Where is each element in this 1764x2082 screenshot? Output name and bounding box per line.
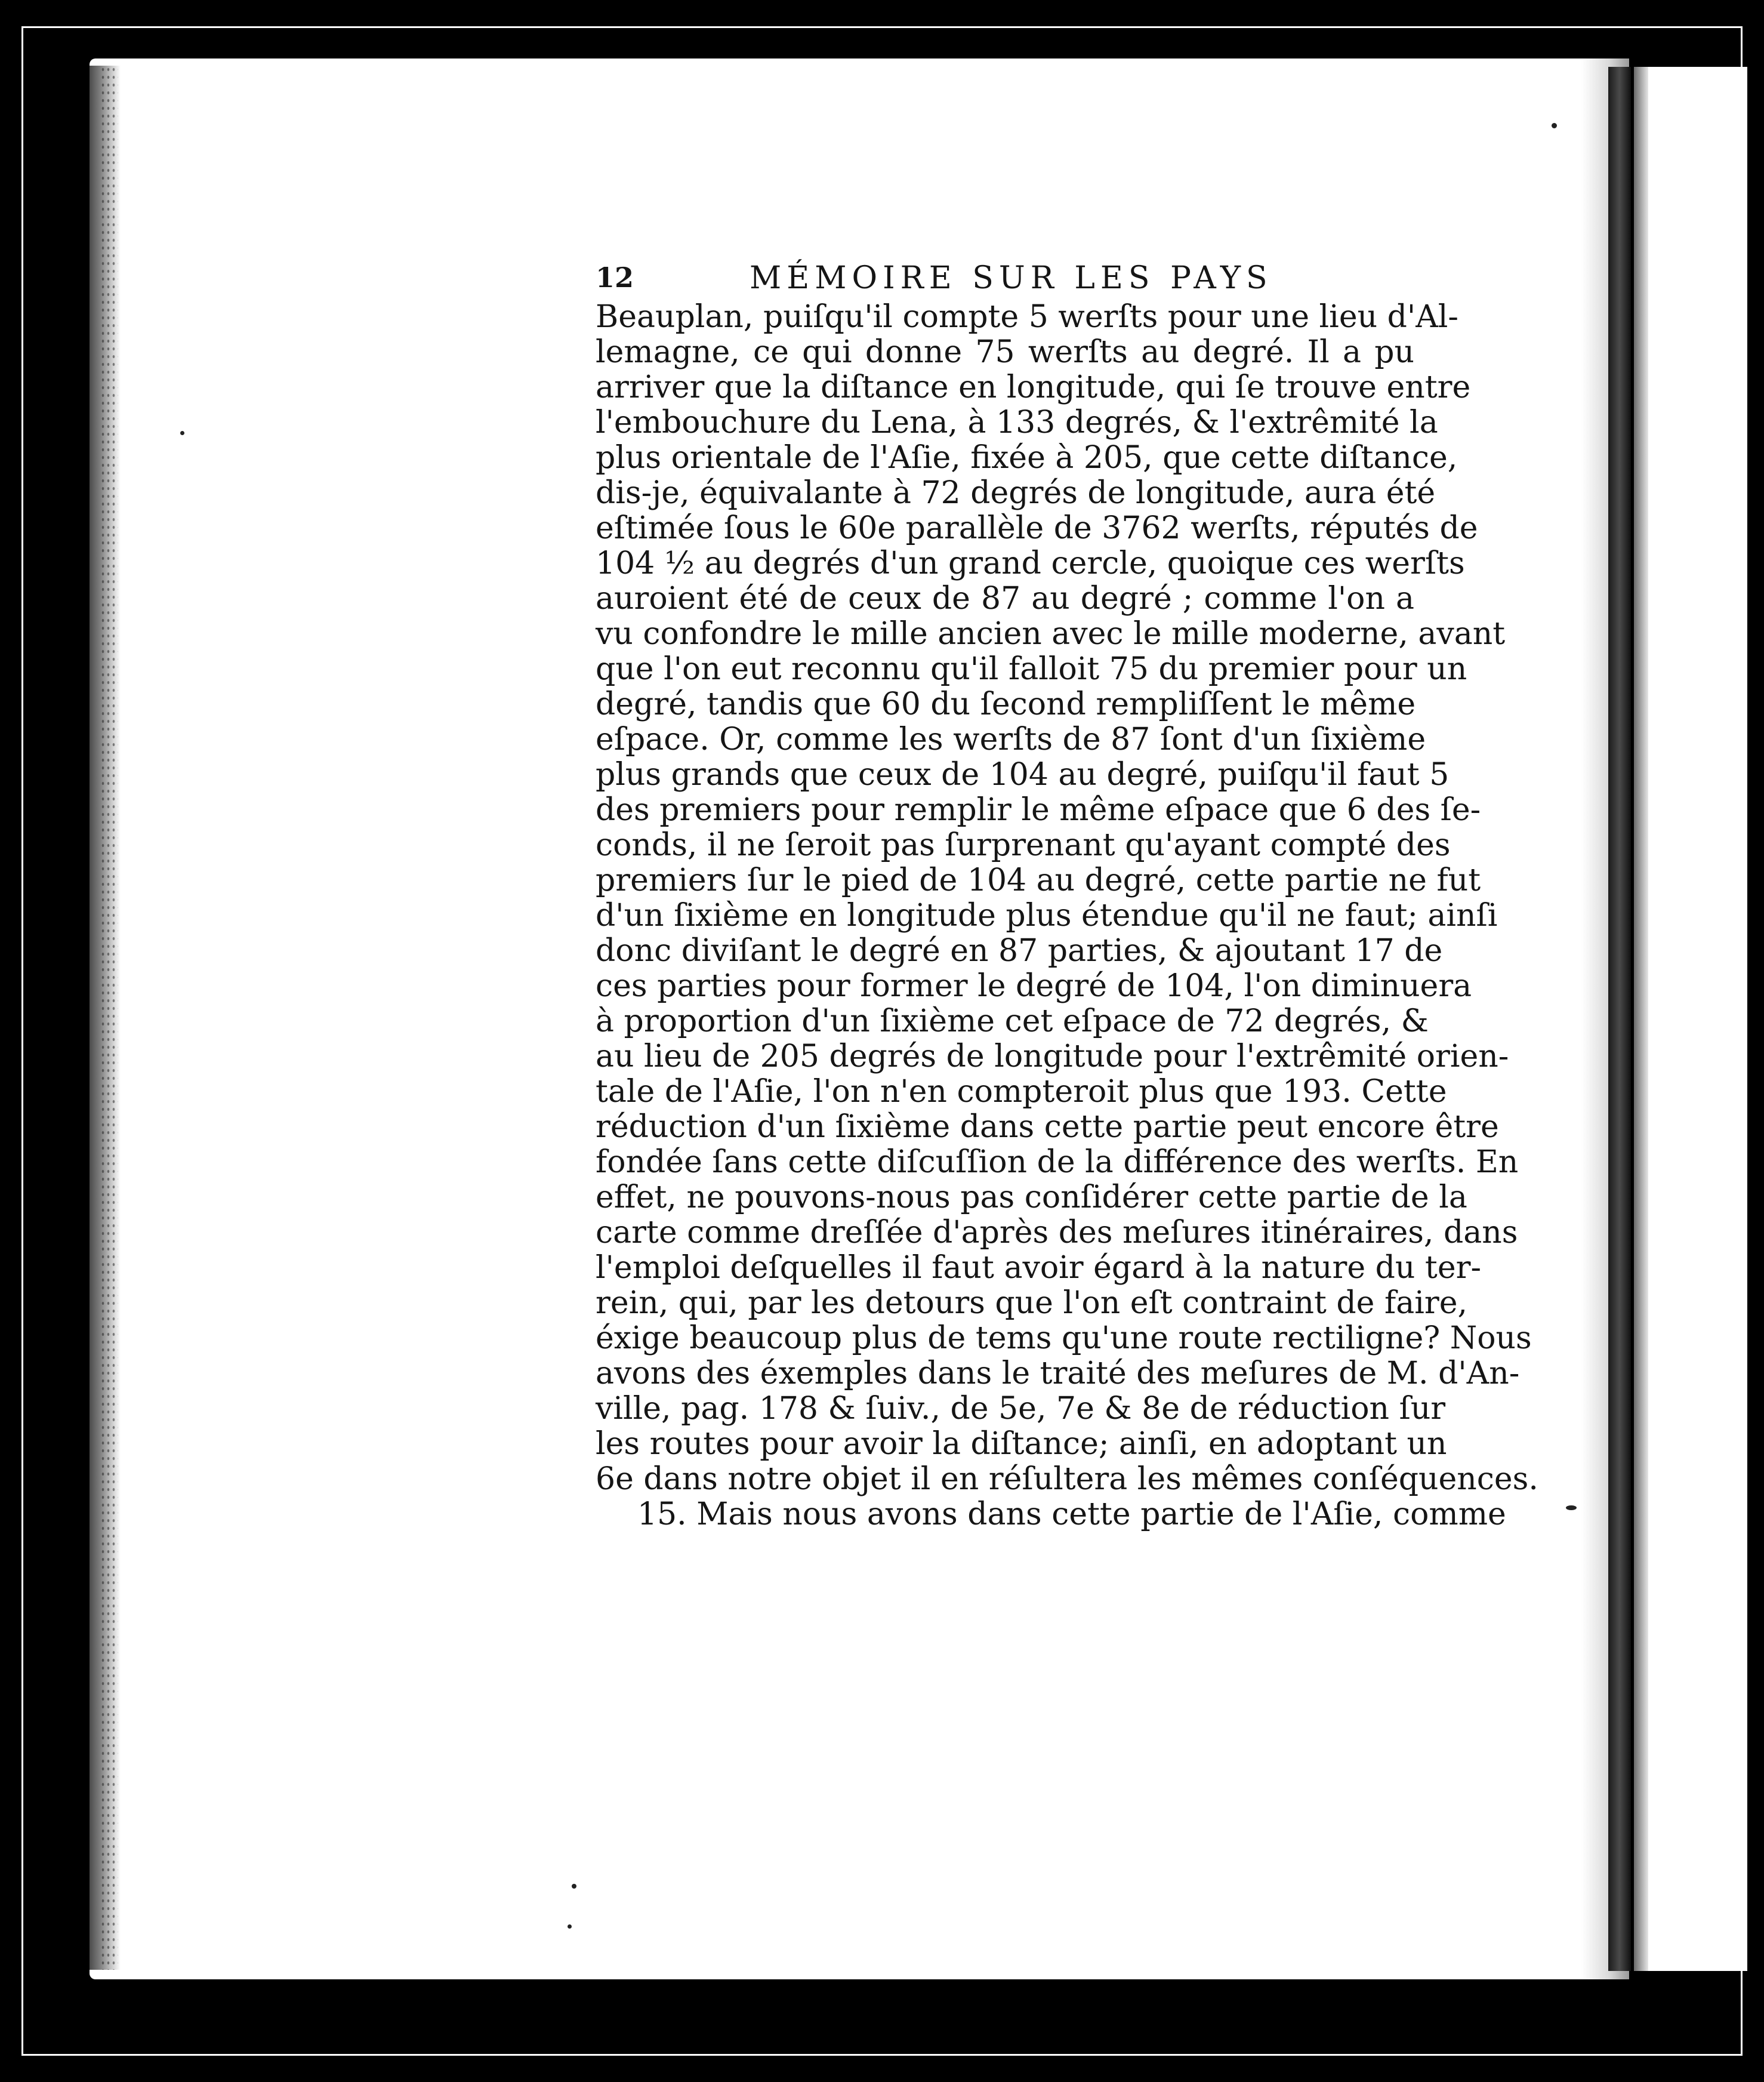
running-head [596, 260, 1414, 297]
text-line: eſtimée ſous le 60e parallèle de 3762 werſts, réputés de [596, 510, 1478, 546]
text-line: plus orientale de l'Aſie, fixée à 205, que cette diſtance, [596, 440, 1458, 476]
page-edge-texture [100, 66, 118, 1970]
text-line: les routes pour avoir la diſtance; ainſi, en adoptant un [596, 1426, 1447, 1462]
body-text [596, 299, 1538, 1532]
text-line: au lieu de 205 degrés de longitude pour l'extrêmité orien- [596, 1039, 1509, 1074]
text-line: 104 ½ au degrés d'un grand cercle, quoique ces werſts [596, 546, 1465, 581]
text-line: dis-je, équivalante à 72 degrés de longitude, aura été [596, 475, 1436, 511]
text-block [596, 260, 1538, 1532]
text-line: conds, il ne ſeroit pas ſurprenant qu'ayant compté des [596, 827, 1451, 863]
text-line: des premiers pour remplir le même eſpace que 6 des ſe- [596, 792, 1481, 828]
facing-page-edge [1634, 67, 1648, 1971]
text-line: ville, pag. 178 & ſuiv., de 5e, 7e & 8e de réduction ſur [596, 1391, 1446, 1427]
text-line: eſpace. Or, comme les werſts de 87 ſont d'un ſixième [596, 722, 1426, 757]
text-line: degré, tandis que 60 du ſecond rempliſſent le même [596, 686, 1416, 722]
text-line: que l'on eut reconnu qu'il falloit 75 du premier pour un [596, 651, 1467, 687]
text-line: effet, ne pouvons-nous pas conſidérer cette partie de la [596, 1179, 1467, 1215]
ink-speck [1552, 123, 1557, 128]
text-line: vu confondre le mille ancien avec le mille moderne, avant [596, 616, 1506, 652]
page-number: 12 [596, 261, 634, 294]
text-line: plus grands que ceux de 104 au degré, puiſqu'il faut 5 [596, 757, 1450, 793]
text-line: lemagne, ce qui donne 75 werſts au degré. Il a pu [596, 334, 1414, 370]
running-title: MÉMOIRE SUR LES PAYS [750, 260, 1273, 296]
text-line: auroient été de ceux de 87 au degré ; comme l'on a [596, 581, 1414, 617]
ink-speck [572, 1884, 576, 1889]
text-line: premiers ſur le pied de 104 au degré, cette partie ne fut [596, 863, 1481, 898]
book-spine [1608, 67, 1631, 1971]
text-line: carte comme dreſſée d'après des meſures itinéraires, dans [596, 1215, 1518, 1251]
text-line: d'un ſixième en longitude plus étendue qu'il ne faut; ainſi [596, 898, 1498, 934]
text-line: donc diviſant le degré en 87 parties, & ajoutant 17 de [596, 933, 1443, 969]
text-line: l'embouchure du Lena, à 133 degrés, & l'extrêmité la [596, 405, 1438, 441]
text-line: éxige beaucoup plus de tems qu'une route rectiligne? Nous [596, 1320, 1532, 1356]
text-line: tale de l'Aſie, l'on n'en compteroit plus que 193. Cette [596, 1074, 1447, 1110]
text-line: 6e dans notre objet il en réſultera les mêmes conſéquences. [596, 1461, 1538, 1497]
text-line: Beauplan, puiſqu'il compte 5 werſts pour une lieu d'Al- [596, 299, 1458, 335]
text-line: fondée ſans cette diſcuſſion de la différence des werſts. En [596, 1144, 1519, 1180]
ink-speck [1566, 1505, 1577, 1510]
text-line: à proportion d'un ſixième cet eſpace de 72 degrés, & [596, 1003, 1429, 1039]
text-line: avons des éxemples dans le traité des meſures de M. d'An- [596, 1356, 1520, 1391]
text-line: arriver que la diſtance en longitude, qui ſe trouve entre [596, 369, 1471, 405]
facing-page [1634, 67, 1747, 1971]
ink-speck [568, 1924, 572, 1929]
ink-speck [180, 431, 184, 435]
text-line: réduction d'un ſixième dans cette partie peut encore être [596, 1109, 1499, 1145]
text-line: 15. Mais nous avons dans cette partie de l'Aſie, comme [637, 1496, 1506, 1532]
text-line: ces parties pour former le degré de 104, l'on diminuera [596, 968, 1472, 1004]
text-line: rein, qui, par les detours que l'on eſt contraint de faire, [596, 1285, 1468, 1321]
text-line: l'emploi deſquelles il faut avoir égard à la nature du ter- [596, 1250, 1482, 1286]
